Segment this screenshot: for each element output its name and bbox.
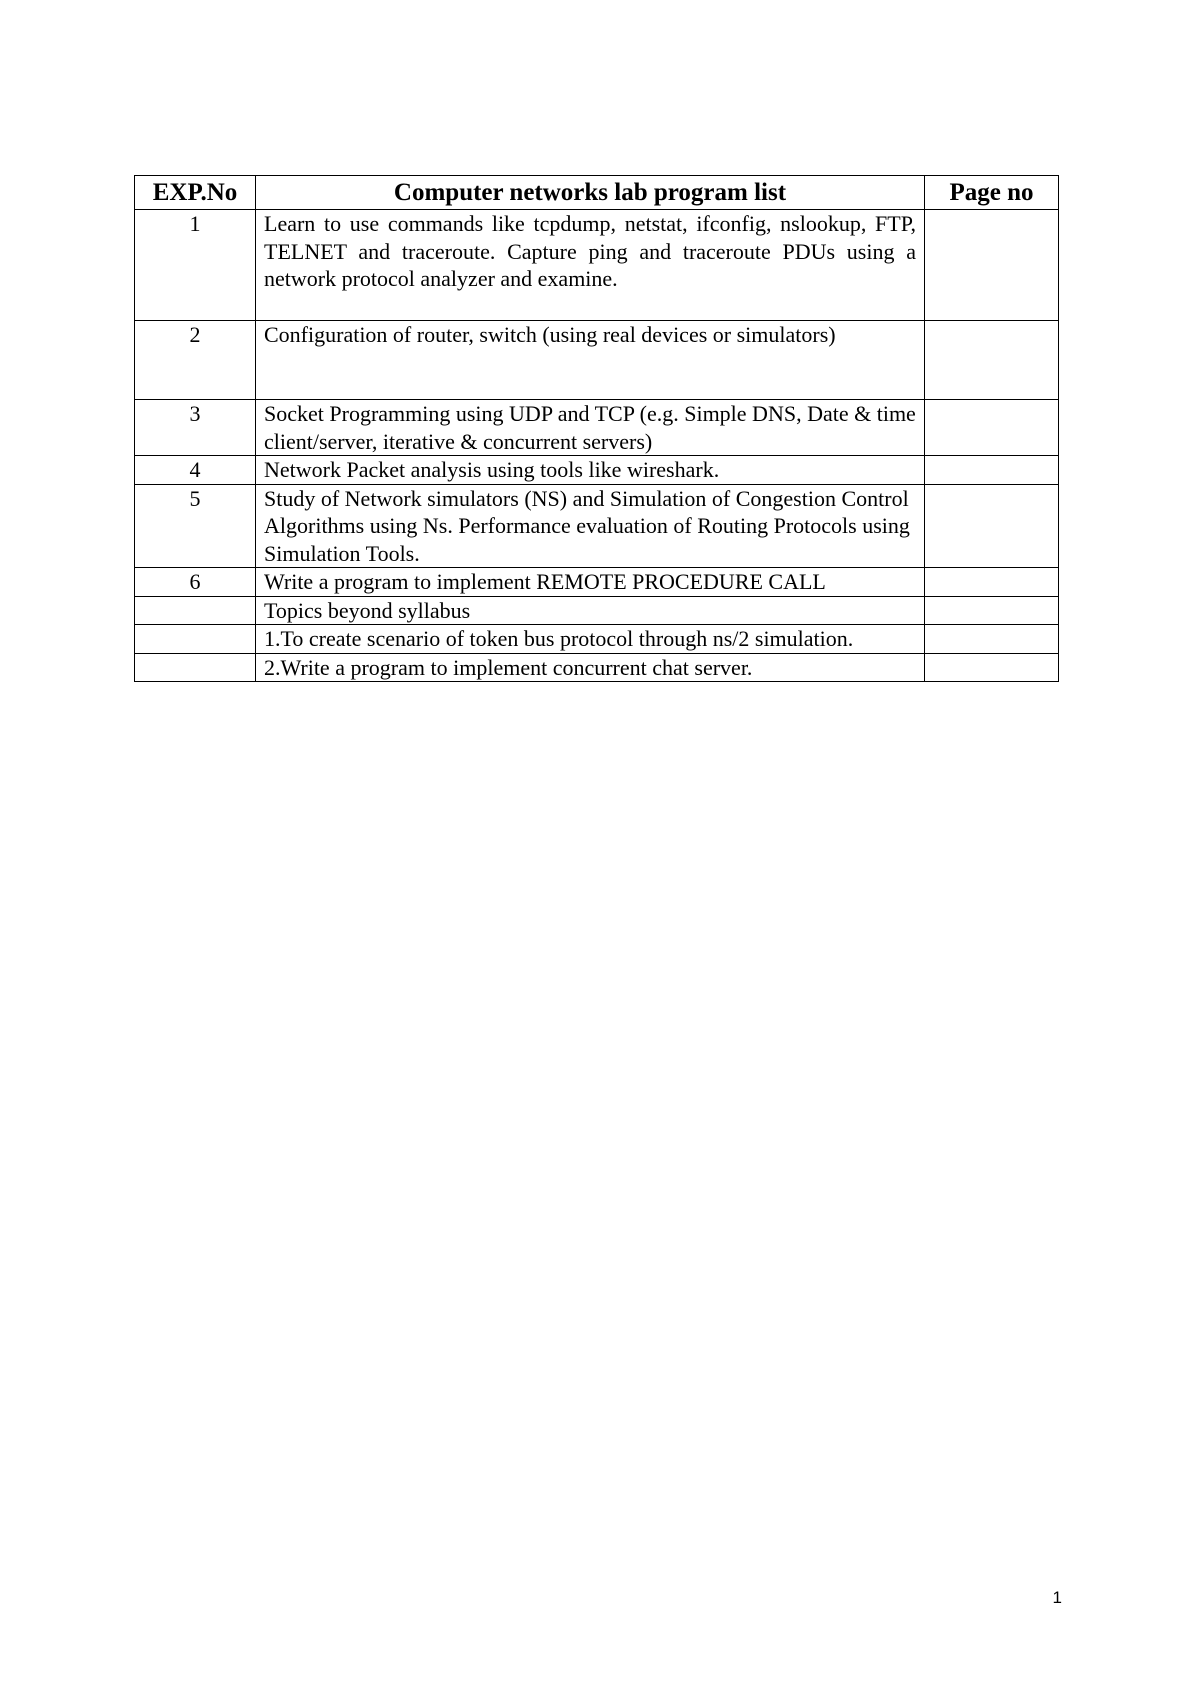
table-row bbox=[135, 625, 1059, 654]
row-description: Topics beyond syllabus bbox=[256, 596, 925, 625]
table-row bbox=[135, 653, 1059, 682]
row-description: Configuration of router, switch (using real devices or simulators) bbox=[256, 321, 925, 400]
table-row bbox=[135, 210, 1059, 321]
table-row bbox=[135, 456, 1059, 485]
row-page-no bbox=[925, 596, 1059, 625]
table-row bbox=[135, 484, 1059, 568]
row-page-no bbox=[925, 568, 1059, 597]
row-page-no bbox=[925, 210, 1059, 321]
row-page-no bbox=[925, 653, 1059, 682]
header-exp-no: EXP.No bbox=[135, 176, 256, 210]
table-row bbox=[135, 321, 1059, 400]
row-exp-no: 4 bbox=[135, 456, 256, 485]
table-row bbox=[135, 400, 1059, 456]
row-exp-no: 5 bbox=[135, 484, 256, 568]
row-page-no bbox=[925, 321, 1059, 400]
page-number: 1 bbox=[1052, 1588, 1062, 1607]
row-description: 2.Write a program to implement concurrent chat server. bbox=[256, 653, 925, 682]
row-exp-no bbox=[135, 625, 256, 654]
row-page-no bbox=[925, 484, 1059, 568]
row-description: 1.To create scenario of token bus protocol through ns/2 simulation. bbox=[256, 625, 925, 654]
row-page-no bbox=[925, 456, 1059, 485]
row-description: Study of Network simulators (NS) and Simulation of Congestion Control Algorithms using Ns. Performance evaluation of Routing Protocols using Simulation Tools. bbox=[256, 484, 925, 568]
row-exp-no: 6 bbox=[135, 568, 256, 597]
row-page-no bbox=[925, 625, 1059, 654]
row-exp-no: 2 bbox=[135, 321, 256, 400]
row-exp-no bbox=[135, 596, 256, 625]
row-description: Learn to use commands like tcpdump, netstat, ifconfig, nslookup, FTP, TELNET and traceroute. Capture ping and traceroute PDUs using a network protocol analyzer and examine. bbox=[256, 210, 925, 321]
row-description: Socket Programming using UDP and TCP (e.g. Simple DNS, Date & time client/server, iterative & concurrent servers) bbox=[256, 400, 925, 456]
row-description: Write a program to implement REMOTE PROCEDURE CALL bbox=[256, 568, 925, 597]
table-row bbox=[135, 596, 1059, 625]
row-exp-no bbox=[135, 653, 256, 682]
row-exp-no: 3 bbox=[135, 400, 256, 456]
header-page-no: Page no bbox=[925, 176, 1059, 210]
header-title: Computer networks lab program list bbox=[256, 176, 925, 210]
row-exp-no: 1 bbox=[135, 210, 256, 321]
lab-program-table bbox=[134, 175, 1059, 682]
row-description: Network Packet analysis using tools like wireshark. bbox=[256, 456, 925, 485]
row-page-no bbox=[925, 400, 1059, 456]
table-row bbox=[135, 568, 1059, 597]
table-header-row bbox=[135, 176, 1059, 210]
